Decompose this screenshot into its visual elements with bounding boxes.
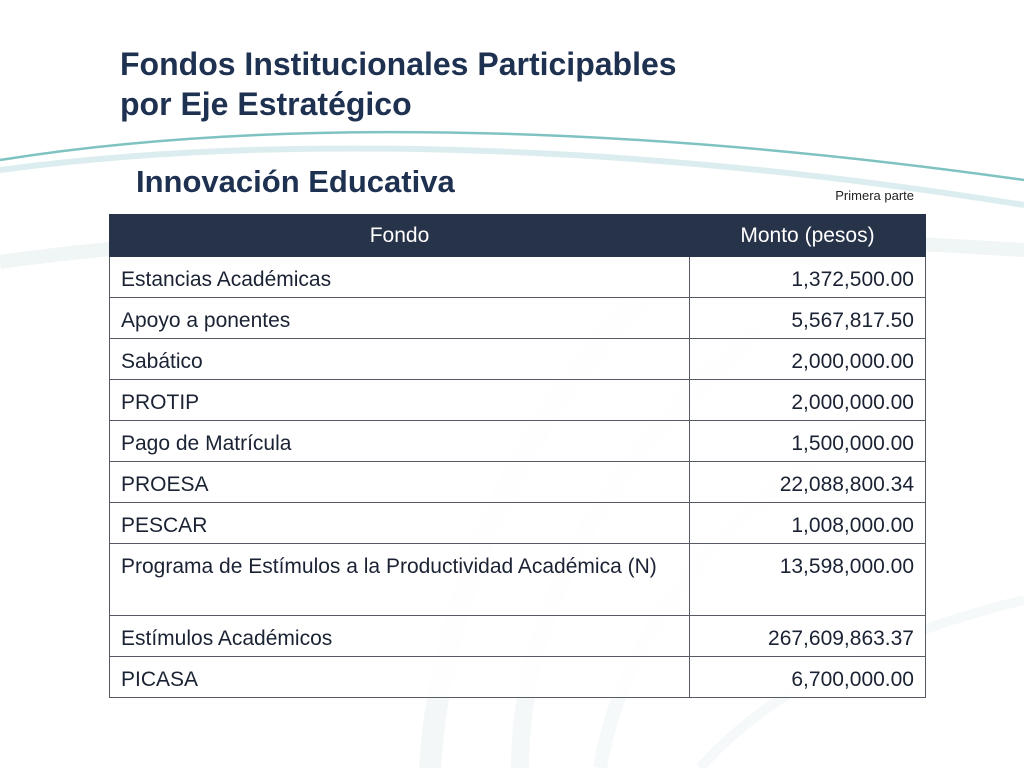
cell-fondo: Estancias Académicas [110, 257, 690, 298]
header-monto: Monto (pesos) [690, 215, 926, 257]
cell-fondo: PROTIP [110, 380, 690, 421]
cell-monto: 5,567,817.50 [690, 298, 926, 339]
table-header-row [110, 215, 926, 257]
table-row [110, 298, 926, 339]
table-row [110, 339, 926, 380]
table-row [110, 544, 926, 616]
table-row [110, 503, 926, 544]
cell-fondo: Estímulos Académicos [110, 616, 690, 657]
table-row [110, 657, 926, 698]
cell-fondo: Apoyo a ponentes [110, 298, 690, 339]
cell-monto: 13,598,000.00 [690, 544, 926, 616]
table-row [110, 616, 926, 657]
slide-title-line-1: Fondos Institucionales Participables [120, 46, 677, 82]
cell-monto: 267,609,863.37 [690, 616, 926, 657]
section-title: Innovación Educativa [136, 164, 455, 199]
funds-table [109, 214, 926, 698]
cell-monto: 1,008,000.00 [690, 503, 926, 544]
cell-monto: 22,088,800.34 [690, 462, 926, 503]
cell-monto: 1,500,000.00 [690, 421, 926, 462]
cell-fondo: PICASA [110, 657, 690, 698]
cell-fondo: PESCAR [110, 503, 690, 544]
table-row [110, 421, 926, 462]
header-fondo: Fondo [110, 215, 690, 257]
cell-fondo: Sabático [110, 339, 690, 380]
slide-title-line-2: por Eje Estratégico [120, 86, 412, 122]
cell-monto: 2,000,000.00 [690, 339, 926, 380]
part-label: Primera parte [835, 188, 914, 203]
cell-monto: 1,372,500.00 [690, 257, 926, 298]
cell-monto: 6,700,000.00 [690, 657, 926, 698]
table-row [110, 257, 926, 298]
cell-fondo: PROESA [110, 462, 690, 503]
cell-fondo: Pago de Matrícula [110, 421, 690, 462]
slide-title [120, 44, 820, 124]
cell-fondo: Programa de Estímulos a la Productividad Académica (N) [110, 544, 690, 616]
table-row [110, 380, 926, 421]
table-row [110, 462, 926, 503]
cell-monto: 2,000,000.00 [690, 380, 926, 421]
